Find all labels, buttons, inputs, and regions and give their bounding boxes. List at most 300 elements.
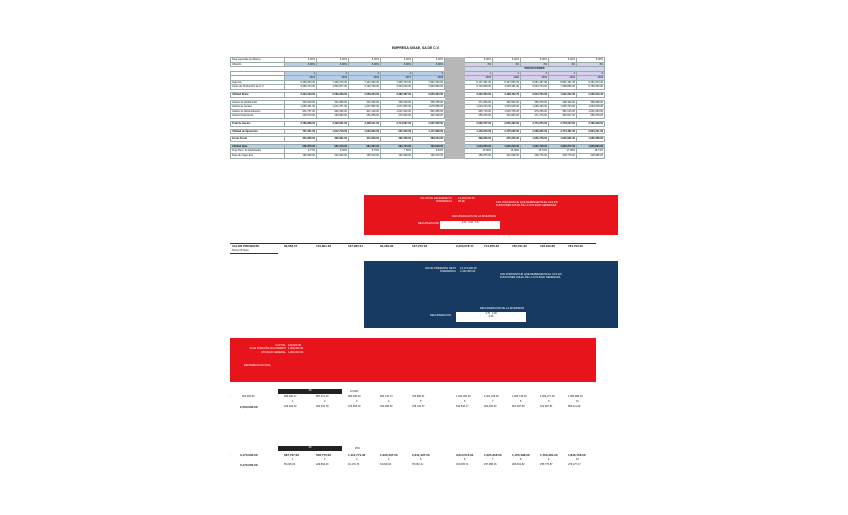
proj-cell: 1,856,899.00 — [577, 144, 605, 149]
proj-cell: 271,170.00 — [521, 114, 549, 119]
red1-inner-v1: 3.61 — [461, 221, 467, 224]
hist-cell: 2,490,561.00 — [317, 121, 349, 126]
hist-cell: 1,612,718.00 — [317, 129, 349, 134]
navy-note-1: 43% PORCENTAJE QUE REPRESENTA EL CCF EN — [500, 273, 562, 276]
block1-index: 4 — [388, 400, 390, 403]
proj-cell: 3,498,402.79 — [493, 92, 521, 97]
year-cell: 2020 — [493, 76, 521, 81]
hist-cell: 321,865.00 — [317, 100, 349, 105]
block1-value: 332,098.00 — [380, 405, 393, 408]
proj-cell: 8,137,381.00 — [465, 80, 493, 85]
block1-index: 7 — [492, 400, 494, 403]
block1-big-value: 2,500,000.00 — [240, 405, 258, 409]
assumption-hist-cell: 5.00% — [349, 58, 381, 63]
proj-cell: 2,779,504.00 — [549, 121, 577, 126]
row-label: Costo de Producción de lo V — [231, 85, 285, 90]
proj-cell: 1,015,706.00 — [493, 109, 521, 114]
row-label: Utilidad Bruta — [231, 92, 285, 97]
block2-left-big: 3,170,000.00 — [240, 463, 258, 467]
block1-value: 695,396.27 — [284, 395, 297, 398]
proj-cell: 1,008,468.00 — [577, 137, 605, 142]
proj-cell: 979,226.00 — [521, 109, 549, 114]
row-label: Gastos de Administración — [231, 109, 285, 114]
navy-inner-v3: 2.48 — [488, 315, 494, 319]
hist-cell: 2,607,056.00 — [413, 121, 445, 126]
year-cell: 2023 — [577, 76, 605, 81]
block2-index: 10 — [576, 458, 579, 461]
assumption-proj-cell: 3% — [493, 62, 521, 67]
hist-cell: 1,007,882.00 — [349, 105, 381, 110]
proj-cell: 2,773,481.00 — [549, 129, 577, 134]
assumption-proj-cell: 3% — [465, 62, 493, 67]
proj-cell: 18.71% — [577, 149, 605, 154]
proj-cell: 1,663,277.00 — [549, 144, 577, 149]
red1-subtitle: RECUPERACION DE LA INVERSION — [452, 215, 496, 218]
block2-pct: 25% — [355, 447, 361, 450]
navy-value-1: 13,172,000.00 — [460, 267, 477, 270]
valuation-summary-red — [364, 195, 618, 235]
red2-label-2: % DE PORCIÓN ACCIONARIO — [249, 347, 286, 351]
present-value-cell: 784,700.00 — [568, 244, 584, 248]
proj-cell: 15.31% — [521, 149, 549, 154]
block2-index: 5 — [420, 458, 422, 461]
hist-cell: 335,755.00 — [413, 100, 445, 105]
proj-cell: 283,627.00 — [549, 114, 577, 119]
block1-index: 8 — [520, 400, 522, 403]
present-value-cell: 728,910.85 — [540, 244, 556, 248]
hist-cell: 9.77% — [285, 149, 317, 154]
block2-value: 78,063.11 — [412, 463, 423, 466]
block2-value: 1,114,771.00 — [348, 453, 366, 457]
block1-value: 510,544.17 — [456, 405, 469, 408]
hist-cell: 1,012,371.00 — [317, 105, 349, 110]
block2-index: 6 — [464, 458, 466, 461]
hist-cell: 667,340.00 — [381, 129, 413, 134]
navy-subtitle: RECUPERACION DE LA INVERSION — [480, 307, 524, 310]
hist-cell: 311,526.00 — [349, 137, 381, 142]
block2-value: 255,776.87 — [540, 463, 553, 466]
red1-label-1: VALOR DE RENDIMIENTO — [420, 197, 452, 200]
hist-cell: 251,848.00 — [349, 114, 381, 119]
red2-value-3: 1,000,000.00 — [288, 350, 304, 354]
hist-cell: 7,436,376.00 — [317, 80, 349, 85]
block1-value: 574,697.81 — [540, 405, 553, 408]
hist-cell: 902,432.00 — [317, 109, 349, 114]
block1-pct: 10.50% — [350, 390, 359, 393]
hist-cell: 2,486,611.00 — [349, 121, 381, 126]
index-cell: 2 — [493, 71, 521, 76]
proj-cell: 1,035,778.00 — [521, 137, 549, 142]
navy-inner-v1: 3.75 — [485, 312, 490, 315]
block1-value: 423,319.00 — [284, 405, 297, 408]
red2-label-1: CAPITAL — [275, 344, 286, 347]
year-cell: 2022 — [549, 76, 577, 81]
hist-cell: 8,460,693.00 — [285, 80, 317, 85]
assumption-proj-cell: 6.00% — [465, 58, 493, 63]
assumption-proj-cell: 3% — [521, 62, 549, 67]
proj-cell: 1,592,322.38 — [549, 92, 577, 97]
hist-cell: 225,674.00 — [285, 114, 317, 119]
red1-label-2: DIFERENCIA — [436, 200, 452, 204]
proj-cell: 1,093,618.00 — [577, 105, 605, 110]
block2-value: 115,635.71 — [456, 463, 469, 466]
proj-cell: 15.09% — [493, 149, 521, 154]
hist-cell: 4,523,216.00 — [381, 85, 413, 90]
block2-index: 4 — [388, 458, 390, 461]
red1-note-2: FUNCIONES ANUAL DE LA UTILIDAD GENERADA — [496, 204, 557, 208]
hist-cell: 7,905,703.00 — [381, 80, 413, 85]
index-cell: 2 — [317, 71, 349, 76]
block1-index: 6 — [464, 400, 466, 403]
navy-inner-label: RECUPERACION — [430, 314, 451, 317]
block1-value: 1,043,050.00 — [456, 395, 471, 398]
proj-cell: 186,075.00 — [465, 153, 493, 158]
hist-cell: 681,316.00 — [317, 144, 349, 149]
block1-value: 561,397.39 — [512, 405, 525, 408]
proj-cell: 2,668,065.00 — [521, 129, 549, 134]
hist-cell: 2,714,097.00 — [381, 121, 413, 126]
block2-value: 1,200,437.00 — [380, 453, 398, 457]
hist-cell: 351,960.00 — [285, 137, 317, 142]
proj-cell: 5,044,744.00 — [521, 85, 549, 90]
proj-cell: 1,003,918.00 — [493, 105, 521, 110]
block2-value: 257,088.16 — [484, 463, 497, 466]
income-statement-table — [230, 66, 605, 159]
block1-value: 494,331.78 — [316, 405, 329, 408]
assumption-label: Tasa esperada por Banco — [231, 58, 285, 63]
block2-value: 63,009.00 — [380, 463, 392, 466]
assumption-label: Inflación — [231, 62, 285, 67]
block2-index: 2 — [324, 458, 326, 461]
hist-cell: 3,382,487.00 — [381, 92, 413, 97]
navy-inner-v2: 0.00 — [492, 312, 497, 315]
row-label: Gastos Financieros — [231, 114, 285, 119]
proj-cell: 8,661,497.58 — [521, 80, 549, 85]
hist-cell: 3,950,394.00 — [413, 92, 445, 97]
proj-cell: 408,100.00 — [549, 100, 577, 105]
block2-value: 295,461.82 — [512, 463, 525, 466]
assumption-proj-cell: 6.00% — [493, 58, 521, 63]
hist-cell: 183,519.00 — [349, 153, 381, 158]
block2-big-value: 3,170,000.00 — [240, 453, 258, 457]
hist-cell: 691,305.00 — [349, 144, 381, 149]
block1-index: 1 — [292, 400, 294, 403]
assumption-hist-cell: 6.00% — [317, 58, 349, 63]
hist-cell: 4,966,374.00 — [285, 85, 317, 90]
hist-cell: 931,737.00 — [285, 109, 317, 114]
red1-inner-v3: 3.8 — [474, 221, 479, 224]
proj-cell: 2,296,910.40 — [577, 92, 605, 97]
proj-cell: 255,045.00 — [465, 114, 493, 119]
block1-header: 28 — [278, 389, 342, 394]
year-cell: 2021 — [521, 76, 549, 81]
row-label: Total de Gastos — [231, 121, 285, 126]
year-cell: 2018 — [413, 76, 445, 81]
proj-cell: 3,864,721.00 — [577, 129, 605, 134]
block1-value: 1,001,236.00 — [484, 395, 499, 398]
block2-index: 7 — [492, 458, 494, 461]
proj-cell: 201,098.00 — [493, 153, 521, 158]
hist-cell: 7.50% — [381, 149, 413, 154]
proj-cell: 991,013.00 — [549, 109, 577, 114]
block1-value: 992,265.00 — [348, 395, 361, 398]
hist-cell: 338,315.00 — [381, 100, 413, 105]
block1-index: 3 — [356, 400, 358, 403]
index-cell: 4 — [549, 71, 577, 76]
hist-cell: 300,691.00 — [317, 137, 349, 142]
hist-cell: 595,376.00 — [285, 144, 317, 149]
block2-value: 1,763,481.00 — [540, 453, 558, 457]
red1-inner-v2: 0.00 — [468, 221, 473, 224]
navy-inner-box — [456, 312, 526, 322]
proj-cell: 1,005,718.00 — [521, 144, 549, 149]
index-cell: 5 — [577, 71, 605, 76]
proj-cell: 4,716,928.00 — [465, 85, 493, 90]
index-cell: 3 — [521, 71, 549, 76]
present-value-cell: 167,280.01 — [348, 244, 364, 248]
proj-cell: 17.09% — [549, 149, 577, 154]
hist-cell: 2,786,988.00 — [285, 121, 317, 126]
block1-value: 1,856,899.00 — [568, 395, 583, 398]
hist-cell: 3,946,869.00 — [413, 85, 445, 90]
assumption-hist-cell: 3.00% — [317, 62, 349, 67]
block1-value: 1,663,277.00 — [540, 395, 555, 398]
block2-value: 2,341,437.00 — [412, 453, 430, 457]
assumption-hist-cell: 6.00% — [381, 58, 413, 63]
proj-cell: 4,939,451.00 — [493, 85, 521, 90]
hist-cell: 9.91% — [413, 149, 445, 154]
block1-value: 1,005,718.00 — [512, 395, 527, 398]
red2-footer: RENTABILIDAD FINAL — [244, 364, 271, 367]
hist-cell: 1,063,905.00 — [349, 129, 381, 134]
proj-cell: 1,043,050.00 — [465, 144, 493, 149]
proj-cell: 1,000,236.00 — [493, 144, 521, 149]
hist-cell: 8.79% — [349, 149, 381, 154]
row-label: Ingresos — [231, 80, 285, 85]
proj-cell: 7,298,869.00 — [549, 85, 577, 90]
hist-cell: 791,818.00 — [413, 144, 445, 149]
proj-cell: 1,096,764.00 — [549, 105, 577, 110]
block2-value: 91,170.76 — [348, 463, 360, 466]
row-label: Costo Fiscal — [231, 137, 285, 142]
block2-value: 1,845,718.00 — [568, 453, 586, 457]
proj-cell: 398,295.00 — [465, 137, 493, 142]
hist-cell: 192,098.00 — [381, 153, 413, 158]
red1-value-2: 39.49 — [458, 200, 465, 204]
proj-cell: 2,175,000.00 — [493, 129, 521, 134]
year-cell: 2019 — [465, 76, 493, 81]
block1-value: 378,794.37 — [412, 405, 425, 408]
block1-value: 693,742.73 — [380, 395, 393, 398]
red1-note-1: 54% PORCENTAJE QUE REPRESENTA EL CCF EN — [496, 201, 558, 204]
block2-index: 1 — [292, 458, 294, 461]
assumption-hist-cell: 3.00% — [413, 62, 445, 67]
red2-value-1: 100,000.00 — [288, 344, 301, 347]
block2-value: 587,737.00 — [284, 453, 300, 457]
row-label: Utilidad de Operación — [231, 129, 285, 134]
navy-note-2: FUNCIONES ANUAL DE LA UTILIDAD GENERADA — [500, 276, 561, 280]
navy-value-2: 2,443,305.00 — [460, 270, 476, 274]
proj-cell: 9,061,973.40 — [577, 80, 605, 85]
block1-index: 2 — [324, 400, 326, 403]
hist-cell: 2,589,399.00 — [317, 92, 349, 97]
block2-value: 56,025.00 — [284, 463, 296, 466]
present-value-cell: 167,273.18 — [412, 244, 428, 248]
block1-value: 893,411.29 — [568, 405, 581, 408]
block1-index: 5 — [420, 400, 422, 403]
proj-cell: 8,891,191.38 — [549, 80, 577, 85]
present-value-cell: 760,011.32 — [512, 244, 527, 248]
row-label: Flujo de Caja Libre — [231, 153, 285, 158]
proj-cell: 209,776.00 — [521, 153, 549, 158]
block2-index: 8 — [520, 458, 522, 461]
present-value-cell: 84,284.92 — [380, 244, 394, 248]
hist-cell: 7,897,263.00 — [413, 80, 445, 85]
proj-cell: 383,906.00 — [493, 100, 521, 105]
table-row — [231, 153, 605, 158]
red1-value-1: 13,432,000.00 — [458, 197, 475, 200]
hist-cell: 1,177,988.00 — [413, 129, 445, 134]
valuation-summary-navy — [364, 261, 618, 328]
proyecciones-header: PROYECCIONES — [465, 67, 605, 72]
hist-cell: 591,713.00 — [381, 144, 413, 149]
hist-cell: 911,129.00 — [349, 109, 381, 114]
hist-cell: 2,658,264.00 — [349, 92, 381, 97]
hist-cell: 7,421,993.00 — [349, 80, 381, 85]
block2-index: 3 — [356, 458, 358, 461]
proj-cell: 13.99% — [465, 149, 493, 154]
present-value-cell: 714,875.32 — [484, 244, 500, 248]
hist-cell: 165,069.00 — [285, 153, 317, 158]
proj-cell: 398,968.00 — [577, 100, 605, 105]
hist-cell: 276,930.00 — [381, 114, 413, 119]
block1-value: 887,371.00 — [316, 395, 329, 398]
block2-value: 1,025,318.00 — [484, 453, 502, 457]
proj-cell: 1,035,961.00 — [549, 137, 577, 142]
block1-value: 763,886.01 — [412, 395, 425, 398]
hist-cell: 1,065,401.00 — [285, 105, 317, 110]
proj-cell: 1,016,010.00 — [465, 105, 493, 110]
assumption-hist-cell: 3.00% — [349, 62, 381, 67]
assumption-hist-cell: 3.00% — [381, 62, 413, 67]
assumption-proj-cell: 6.00% — [577, 58, 605, 63]
hist-cell: 192,979.00 — [413, 153, 445, 158]
hist-cell: 201,932.00 — [317, 153, 349, 158]
proj-cell: 2,715,254.00 — [521, 121, 549, 126]
assumption-proj-cell: 3% — [577, 62, 605, 67]
proj-cell: 8,437,853.79 — [493, 80, 521, 85]
index-cell: 1 — [285, 71, 317, 76]
block2-value: 276,077.17 — [568, 463, 581, 466]
present-value-cell: 2,303,678.47 — [456, 244, 474, 248]
red2-label-3: UTILIDAD GENERAL — [261, 350, 286, 354]
hist-cell: 891,965.00 — [413, 109, 445, 114]
hist-cell: 253,893.00 — [317, 114, 349, 119]
hist-cell: 315,752.00 — [349, 100, 381, 105]
capital-summary-red — [230, 338, 596, 382]
assumption-hist-cell: 6.00% — [285, 58, 317, 63]
block1-left-value: 300,000.00 — [242, 395, 255, 398]
year-cell: 2015 — [317, 76, 349, 81]
index-cell: 4 — [381, 71, 413, 76]
page-title: EMPRESA SIGAE, SA DE C.V. — [392, 46, 440, 50]
proj-cell: 6,765,063.00 — [577, 85, 605, 90]
red2-value-2: 1,000,000.00 — [288, 347, 304, 351]
red1-inner-label: RECUPERACION — [418, 222, 439, 225]
block1-index: 10 — [576, 400, 579, 403]
row-label: Gastos de Distribución — [231, 100, 285, 105]
proj-cell: 2,665,393.00 — [493, 121, 521, 126]
year-cell: 2014 — [285, 76, 317, 81]
divider-cell — [445, 153, 465, 158]
present-value-cell: 176,801.48 — [316, 244, 332, 248]
proj-cell: 1,001,063.00 — [577, 109, 605, 114]
proj-cell: 3,420,453.00 — [465, 92, 493, 97]
proj-cell: 3,616,753.58 — [521, 92, 549, 97]
present-value-sub: Suma VP Neta — [232, 249, 249, 252]
navy-label-1: VALOR PRESENTE NETO — [424, 267, 456, 270]
row-label: Utilidad Neta — [231, 144, 285, 149]
hist-cell: 1,071,650.00 — [381, 105, 413, 110]
hist-cell: 295,736.00 — [381, 137, 413, 142]
red1-inner-box — [440, 221, 500, 229]
proj-cell: 228,695.00 — [577, 153, 605, 158]
present-value-label: VALOR PRESENTE — [232, 244, 260, 248]
present-value-cell: 69,662.57 — [284, 244, 298, 248]
row-label: Flujo Rem. de Explotación — [231, 149, 285, 154]
block2-value: 508,770.00 — [316, 453, 332, 457]
hist-cell: 9.39% — [317, 149, 349, 154]
assumption-hist-cell: 3.00% — [285, 62, 317, 67]
block2-value: 226,862.00 — [316, 463, 329, 466]
block1-value: 373,963.00 — [348, 405, 361, 408]
block2-header: 28 — [278, 446, 342, 451]
index-cell: 5 — [413, 71, 445, 76]
assumption-proj-cell: 6.00% — [549, 58, 577, 63]
hist-cell: 4,763,729.00 — [349, 85, 381, 90]
assumption-hist-cell: 6.00% — [413, 58, 445, 63]
block2-index: 9 — [548, 458, 550, 461]
navy-label-2: DIFERENCIA — [440, 270, 456, 274]
index-cell: 1 — [465, 71, 493, 76]
hist-cell: 1,027,202.00 — [381, 109, 413, 114]
hist-cell: 4,846,977.00 — [317, 85, 349, 90]
hist-cell: 363,916.00 — [285, 100, 317, 105]
proj-cell: 318,776.00 — [549, 153, 577, 158]
proj-cell: 295,379.00 — [577, 114, 605, 119]
assumption-proj-cell: 6.00% — [521, 58, 549, 63]
year-cell: 2017 — [381, 76, 413, 81]
proj-cell: 2,636,707.00 — [465, 121, 493, 126]
block2-value: 1,155,438.00 — [512, 453, 530, 457]
proj-cell: 395,675.00 — [521, 100, 549, 105]
block1-index: 9 — [548, 400, 550, 403]
hist-cell: 707,331.00 — [285, 129, 317, 134]
hist-cell: 1,078,988.00 — [413, 105, 445, 110]
row-label: Gastos de Ventas — [231, 105, 285, 110]
hist-cell: 300,348.00 — [413, 114, 445, 119]
proj-cell: 371,936.00 — [465, 100, 493, 105]
assumption-proj-cell: 3% — [549, 62, 577, 67]
proj-cell: 993,716.00 — [465, 109, 493, 114]
block2-value: 3,014,574.91 — [456, 453, 474, 457]
block1-value: 184,092.00 — [484, 405, 497, 408]
proj-cell: 1,069,183.00 — [521, 105, 549, 110]
year-cell: 2016 — [349, 76, 381, 81]
proj-cell: 261,863.00 — [493, 114, 521, 119]
index-cell: 3 — [349, 71, 381, 76]
proj-cell: 2,789,028.00 — [577, 121, 605, 126]
